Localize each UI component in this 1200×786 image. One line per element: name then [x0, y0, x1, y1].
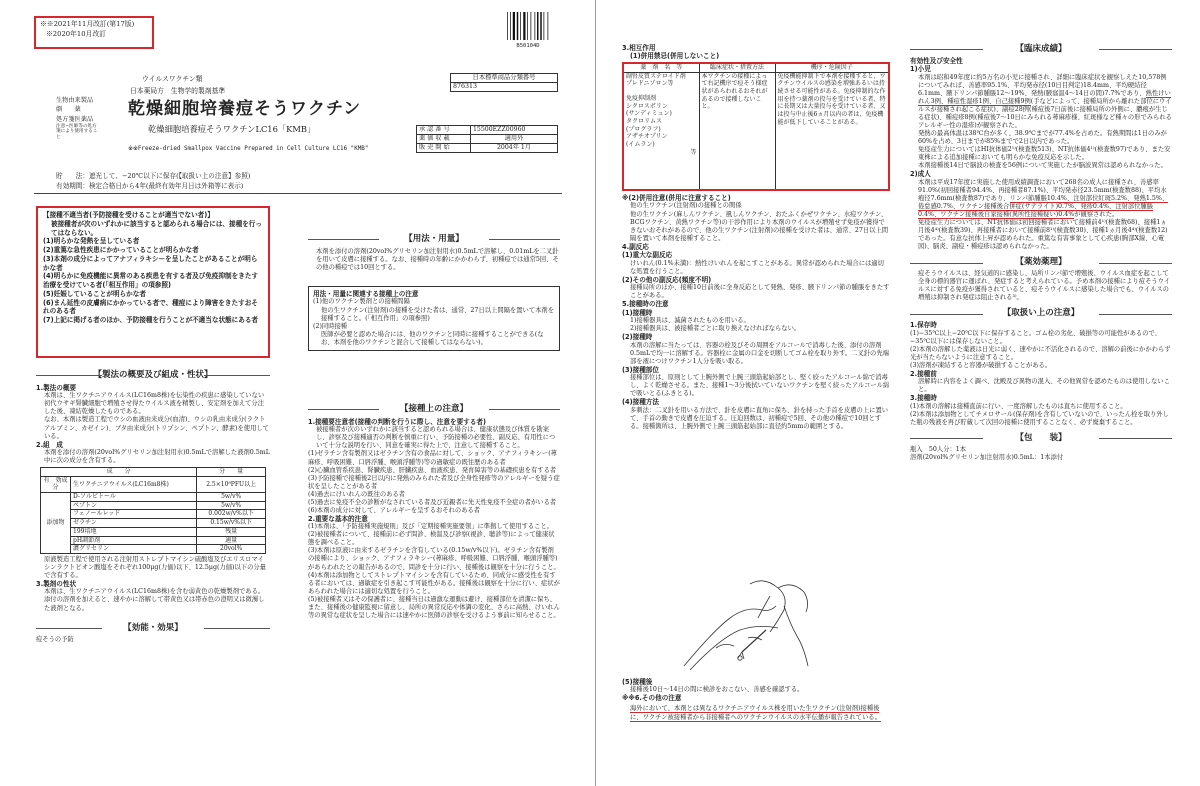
prec-item: (4)本剤は添加物としてストレプトマイシンを含有しているため、同成分に感受性を有する者においては、過敏症を引き起こす可能性がある。接種後は観察を十分に行い、症状があらわれた場合には適切な処置を行うこと。: [308, 571, 560, 595]
clinical-section: [910, 44, 1172, 462]
label-potent: 劇 薬: [56, 106, 81, 114]
precautions-title: 【接種上の注意】: [308, 404, 560, 415]
dosage-note-3: 医師が必要と認めた場合には、他のワクチンと同時に接種することができる(なお、本剤を他のワクチンと混合して接種してはならない)。: [321, 330, 544, 346]
dosage-note-1: 他の生ワクチン(注射剤)の接種を受けた者は、通常、27日以上間隔を置いて本剤を接種すること。(「相互作用」の項参照): [321, 306, 555, 322]
contra-line-5: (5)妊娠していることが明らかな者: [43, 289, 146, 298]
drug-name: タクロリムス: [626, 117, 663, 125]
contra-title: 【接種不適当者(予防接種を受けることが適当でない者)】: [43, 211, 214, 219]
barcode-bar: [513, 12, 515, 40]
inter-mechanism-cell: 免疫機能抑制下で本剤を接種すると、ワクチンウイルスの感染を増強あるいは持続させる可能性がある。免疫抑制的な作用を持つ薬剤の投与を受けている者、特に長期又は大量投与を受けている者、又は投与中止後6ヵ月以内の者は、免疫機能が低下していることがある。: [775, 72, 889, 190]
tbl-row-amount: 0.15w/v%以下: [197, 519, 266, 528]
dosage-note-title: 用法・用量に関連する接種上の注意: [313, 290, 419, 299]
clinical-highlight-1: 熱性けいれん3例、種痘性湿疹1例、自己接種9例: [918, 89, 1171, 105]
adverse-text-1: けいれん(0.1%未満)：熱性けいれんを起こすことがある。異常が認められた場合には適切な処置を行うこと。: [630, 259, 884, 275]
comp-text-4: 原液製造工程で使用される注射用ストレプトマイシン硫酸塩及びエリスロマイシンラクトビオン酸塩をそれぞれ100μg(力価)以下、12.5μg(力価)以下の分量で含有する。: [44, 555, 266, 579]
tbl-active-name: 生ワクチニアウイルス(LC16m8株): [71, 476, 197, 492]
package-line-2: 溶剤(20vol%グリセリン加注射用水)0.5mL：1本添付: [910, 453, 1064, 461]
composition-title: 【製法の概要及び組成・性状】: [36, 370, 270, 381]
dosage-note-box: [308, 286, 560, 351]
package-line-1: 瓶入 50人分：1本: [910, 445, 967, 453]
tbl-head-component: 成 分: [41, 468, 197, 477]
tbl-row-amount: 残量: [197, 527, 266, 536]
prec-item: (3)予防接種で接種後2日以内に発熱のみられた者及び全身性発疹等のアレルギーを疑う症状を呈したことがある者: [308, 474, 560, 490]
barcode-bar: [548, 12, 549, 40]
price-label: 薬 価 収 載: [417, 134, 471, 143]
right-page: [598, 0, 1200, 786]
arm-needle-drawing: [666, 566, 816, 670]
barcode-bar: [535, 12, 536, 40]
comp-text-5: 本剤は、生ワクチニアウイルス(LC16m8株)を含む弱黄色の乾燥製剤である。添付の溶剤を加えると、速やかに溶解して帯黄色又は帯赤色の澄明又は微濁した液剤となる。: [44, 588, 265, 612]
tbl-row-amount: 5w/v%: [197, 493, 266, 502]
clinical-text-1e: 免疫産生力についてはHI抗体価2¹⁾(検査数513)、NT抗体価4¹⁾(検査数97)であり、また安東株による追加接種においても明らかな免疫反応を示した。: [918, 146, 1171, 162]
injection-heading: 5.接種時の注意: [622, 300, 669, 309]
clinical-heading: 有効性及び安全性: [910, 56, 963, 65]
handling-item: (1)本剤の溶解は接種直前に行い、一度溶解したものは直ちに使用すること。: [910, 402, 1127, 410]
contra-line-0: 被接種者が次のいずれかに該当すると認められる場合には、接種を行ってはならない。: [51, 219, 262, 237]
comp-heading-1: 1.製法の概要: [36, 383, 77, 392]
adverse-heading: 4.副反応: [622, 242, 649, 251]
inter-symptom-cell: 本ワクチンの接種によって右記機序で痘そう様症状があらわれるおそれがあるので接種しないこと。: [699, 72, 775, 190]
inter-text-2: 他の生ワクチン(注射剤)の接種との関係: [630, 202, 742, 210]
drug-name: 免疫抑制剤: [626, 94, 657, 102]
other-text: 海外において、本剤とは異なるワクチニアウイルス株を用いた生ワクチン(注射剤)接種後に、ワクチン被接種者から非接種者へのワクチンウイルスの水平伝播が報告されている。: [630, 704, 881, 722]
barcode-bar: [544, 12, 545, 40]
tbl-row-name: 199培地: [71, 527, 197, 536]
tbl-row-name: 濃グリセリン: [71, 545, 197, 554]
inter-col-mechanism: 機序・危険因子: [775, 63, 889, 72]
drug-spacer: [626, 88, 697, 95]
clinical-highlight-2: リンパ節腫脹10.4%、注射部位紅斑5.2%、発熱1.5%、倦怠感0.7%、ワクチン接種後合併症(サテライト)0.7%、発疹0.4%、注射部位腫脹0.4%、ワクチン接種後自家接種(異所性接種疑い)0.4%: [918, 194, 1169, 218]
barcode-bar: [527, 12, 528, 40]
drug-name: 等: [690, 148, 697, 156]
tbl-row-name: pH調節剤: [71, 536, 197, 545]
price-value: 適用外: [470, 134, 557, 143]
injection-text-3: 接種部位は、原則として上腕外側で上腕三頭筋起始部とし、堅く絞ったアルコール綿で消毒し、よく乾燥させる。また、接種1〜3分後拭いていないワクチンを堅く絞ったアルコール綿で吸いとる(ふきとる)。: [630, 374, 890, 398]
prec-item: (1)ゼラチン含有製剤又はゼラチン含有の食品に対して、ショック、アナフィラキシー(蕁麻疹、呼吸困難、口唇浮腫、喉頭浮腫等)等の過敏症の既往歴のある者: [308, 450, 557, 466]
prec-heading-1: 1.接種要注意者(接種の判断を行うに際し、注意を要する者): [308, 417, 486, 426]
clinical-text-2a: 本剤は平成17年度に実施した使用成績調査において268名の成人に接種され、善感率91.0%(初回接種者94.4%、再接種者87.1%)、平均発赤径23.5mm(検査数88)、平均水疱径7.6mm(検査数87)であり、: [918, 178, 1167, 202]
tbl-active-amount: 2.5×10⁸PFU以上: [197, 476, 266, 492]
barcode-bar: [510, 12, 511, 40]
revision-line-1: ※※2021年11月改訂(第17版): [40, 20, 135, 28]
drug-name: プレドニゾロン等: [626, 80, 674, 88]
prec-item: (2)心臓血管系疾患、腎臓疾患、肝臓疾患、血液疾患、発育障害等の基礎疾患を有する者: [308, 466, 557, 474]
injection-text-5: 接種後10日〜14日の間に検診をおこない、善感を確認する。: [630, 686, 804, 694]
barcode-bar: [540, 12, 542, 40]
barcode-bar: [517, 12, 519, 40]
injection-text-4: 多刺法：二叉針を用いる方法で、針を皮膚に直角に保ち、針を持った手首を皮膚の上に置いて、手首の動きで皮膚を圧迫する。圧迫回数は、初種痘で5回、その他の種痘で10回とする。接種箇所は、上腕外側で上腕三頭筋起始部に直径約5mmの範囲とする。: [630, 406, 889, 430]
contra-line-2: (2)重篤な急性疾患にかかっていることが明らかな者: [43, 246, 199, 255]
injection-text-2: 本剤の溶解に当たっては、容器の栓及びその周囲をアルコールで消毒した後、添付の溶剤0.5mLで均一に溶解する。容器栓に金属の口金を切断してゴム栓を取り外す。二叉針の先端部を液につけワクチン1人分を吸い取る。: [630, 341, 889, 365]
comp-text-1: 本剤は、生ワクチニアウイルス(LC16m8株)を伝染性の疾患に感染していない初代ウサギ腎臓細胞で増殖させ得たウイルス液を精製し、安定剤を加えて分注した後、凍結乾燥したものである。: [44, 392, 265, 416]
adverse-text-2: 接種局所のほか、接種10日前後に全身反応として発熱、発疹、腋下リンパ節の腫脹をきたすことがある。: [630, 284, 890, 300]
contra-line-4: (4)明らかに免疫機能に異常のある疾患を有する者及び免疫抑制をきたす治療を受けている者(「相互作用」の項参照): [43, 272, 259, 290]
header-divider: [34, 193, 562, 194]
after-section: [622, 678, 890, 723]
tbl-row-name: ペプトン: [71, 501, 197, 510]
label-biological: 生物由来製品: [56, 97, 94, 104]
jsic-label: 日本標準商品分類番号: [451, 74, 558, 83]
tbl-row-amount: 5w/v%: [197, 501, 266, 510]
storage: 貯 法：遮光して、−20℃以下に保存(【取扱い上の注意】参照): [56, 172, 251, 180]
page-title: 乾燥細胞培養痘そうワクチン: [128, 99, 362, 119]
injection-heading-5: (5)接種後: [622, 678, 653, 686]
injection-text-1a: 1)接種器具は、滅菌されたものを用いる。: [630, 317, 750, 325]
inter-heading-1: (1)併用禁忌(併用しないこと): [630, 52, 720, 61]
injection-heading-1: (1)接種時: [622, 308, 653, 317]
other-note: [622, 704, 890, 723]
drug-name: (イムラン): [626, 140, 655, 148]
clinical-text-2d: 免疫産生力については、NT抗体価は初回接種者において接種前4¹⁾(検査数68)、接種1ヵ月後4⁴⁾(検査数39)、再接種者において接種前8¹⁾(検査数30)、接種1ヵ月後4⁴⁾(検査数12)であった。有意な抗体上昇が認められた。重篤な有害事象として心疾患(胸部X線、心電図)、脳炎、副痘・種痘疹は認められなかった。: [918, 218, 1168, 251]
label-prescription-note: 注意−医師等の処方箋により使用すること: [56, 123, 98, 140]
english-title: ※※Freeze-dried Smallpox Vaccine Prepared in Cell Culture LC16 "KMB": [128, 146, 369, 152]
drug-name: アザチオプリン: [626, 133, 668, 141]
handling-title: 【取扱い上の注意】: [910, 308, 1172, 319]
tbl-active-label: 有 効成 分: [41, 476, 71, 492]
comp-heading-2: 2.組 成: [36, 440, 63, 449]
efficacy-text: 痘そうの予防: [36, 636, 74, 644]
prec-item: (5)被接種者又はその保護者に、接種当日は過激な運動は避け、接種部位を清潔に保ち、また、接種後の健康監視に留意し、局所の異常反応や体調の変化、さらに高熱、けいれん等の異常な症状を呈した場合には速やかに医師の診察を受けるよう事前に知らせること。: [308, 595, 560, 619]
tbl-row-name: ゼラチン: [71, 519, 197, 528]
tbl-row-amount: 20vol%: [197, 545, 266, 554]
barcode-number: B50104D: [516, 43, 540, 50]
tbl-row-name: フェノールレッド: [71, 510, 197, 519]
drug-name: 副腎皮質ステロイド剤: [626, 72, 686, 80]
barcode-bar: [507, 12, 508, 40]
tbl-row-name: D-ソルビトール: [71, 493, 197, 502]
tbl-row-amount: 適量: [197, 536, 266, 545]
composition-table: [40, 467, 266, 554]
drug-name: (プログラフ): [626, 125, 661, 133]
package-title: 【包 装】: [910, 433, 1172, 444]
prec-item: (1)本剤は、「予防接種実施規則」及び「定期接種実施要領」に準拠して使用すること。: [308, 523, 554, 531]
category: ウイルスワクチン類: [142, 75, 203, 83]
contraindication-box: [36, 206, 270, 358]
prec-item: (2)被接種者について、接種前に必ず問診、検温及び診察(視診、聴診等)によって健康状態を調べること。: [308, 531, 555, 547]
handling-item: (3)溶剤が凍結すると容器が破損することがある。: [910, 361, 1052, 369]
dosage-note-2: (2)同時接種: [313, 322, 348, 330]
other-heading: ※※6.その他の注意: [622, 694, 682, 703]
expiry: 有効期間：検定合格日から4年(最終有効年月日は外箱等に表示): [56, 182, 244, 190]
drug-name: (サンディミュン): [626, 110, 672, 118]
inter-col-drug: 薬 剤 名 等: [623, 63, 699, 72]
barcode: [506, 12, 550, 50]
standard: 日本薬局方 生物学的製剤基準: [130, 87, 226, 95]
clinical-title: 【臨床成績】: [910, 44, 1172, 55]
comp-text-2: なお、本剤は製造工程でウシの血液由来成分(血清)、ウシの乳由来成分(ラクトアルブミン、カゼイン)、ブタ由来成分(トリプシン、ペプトン、酵素)を使用している。: [44, 416, 269, 440]
handling-item: (2)本剤の溶解した薬液は日光に弱く、速やかに不活化されるので、溶解の前後にかかわらず光が当たらないように注意すること。: [910, 345, 1171, 361]
label-prescription: 処方箋医薬品: [56, 115, 94, 123]
prec-heading-2: 2.重要な基本的注意: [308, 514, 368, 523]
jsic-number: 876313: [451, 83, 558, 92]
inter-text-3: 他の生ワクチン(麻しんワクチン、風しんワクチン、おたふくかぜワクチン、水痘ワクチン、BCGワクチン、黄熱ワクチン等)の干渉作用により本剤のウイルスが増殖せず免疫が獲得できないおそれがあるので、他の生ワクチン(注射剤)の接種を受けた者は、通常、27日以上間隔を置いて本剤を接種すること。: [630, 210, 889, 242]
revision-line-2: ※2020年10月改訂: [46, 29, 106, 38]
tbl-head-amount: 分 量: [197, 468, 266, 477]
approval-value: 15500EZZ00960: [470, 126, 557, 135]
clinical-text-2c: が観察された。: [1074, 210, 1119, 218]
injection-heading-2: (2)接種時: [622, 333, 653, 342]
clinical-heading-1: 1)小児: [910, 65, 931, 74]
interactions-section: [622, 44, 890, 431]
clinical-text-1d: 発熱の最高体温は38℃台が多く、38.9℃までが77.4%を占めた。有熱期間は1日のみが60%を占め、3日までが85%までで2日以内であった。: [918, 130, 1167, 146]
subtitle: 乾燥細胞培養痘そうワクチンLC16「KMB」: [148, 124, 316, 134]
precautions-section: [308, 404, 560, 620]
handling-heading-3: 3.接種時: [910, 394, 937, 403]
dosage-section: [308, 234, 560, 351]
barcode-bar: [531, 12, 532, 40]
comp-heading-3: 3.製剤の性状: [36, 579, 77, 588]
inter-heading-2: ※(2)併用注意(併用に注意すること): [622, 194, 731, 203]
adverse-heading-1: (1)重大な副反応: [622, 251, 673, 260]
contra-line-3: (3)本剤の成分によってアナフィラキシーを呈したことがあることが明らかな者: [43, 254, 258, 272]
barcode-bar: [520, 12, 521, 40]
class-labels: [56, 96, 100, 140]
inter-heading: 3.相互作用: [622, 44, 656, 52]
handling-heading-2: 2.接種前: [910, 369, 937, 378]
contra-line-6: (6)まん延性の皮膚病にかかっている者で、種痘により障害をきたすおそれのある者: [43, 298, 258, 316]
interaction-table: [622, 62, 890, 191]
prec-item: (4)過去にけいれんの既往のある者: [308, 490, 406, 498]
jsic-table: [450, 73, 558, 92]
barcode-image: [506, 12, 550, 40]
contra-line-1: (1)明らかな発熱を呈している者: [43, 237, 140, 246]
clinical-paragraph-1: [910, 74, 1172, 130]
contra-line-7: (7)上記に掲げる者のほか、予防接種を行うことが不適当な状態にある者: [43, 316, 259, 325]
prec-item: (5)過去に免疫不全の診断がなされている者及び近親者に先天性免疫不全症の者がいる者: [308, 498, 557, 506]
efficacy-title: 【効能・効果】: [36, 623, 270, 634]
dosage-title: 【用法・用量】: [308, 234, 560, 245]
handling-item: (2)本剤は添加物としてチメロサール(保存剤)を含有していないので、いったん栓を取り外した瓶の残液を再び貯蔵して次回の接種に使用することなく、必ず廃棄すること。: [910, 410, 1169, 426]
composition-section: [36, 370, 270, 644]
inter-drug-cell: [623, 72, 699, 190]
clinical-heading-2: 2)成人: [910, 170, 931, 179]
prec-text-1: 被接種者が次のいずれかに該当すると認められる場合は、健康状態及び体質を勘案し、診察及び接種適否の判断を慎重に行い、予防接種の必要性、副反応、有用性について十分な説明を行い、同意を確実に得た上で、注意して接種すること。: [316, 426, 556, 450]
approval-label: 承 認 番 号: [417, 126, 471, 135]
launch-value: 2004年 1月: [470, 143, 557, 152]
injection-text-1b: 2)接種器具は、被接種者ごとに取り換えなければならない。: [630, 325, 801, 333]
barcode-bar: [523, 12, 525, 40]
launch-label: 販 売 開 始: [417, 143, 471, 152]
pharmacology-title: 【薬効薬理】: [910, 257, 1172, 268]
injection-heading-4: (4)接種方法: [622, 398, 659, 407]
clinical-paragraph-2: [910, 179, 1172, 219]
adverse-heading-2: (2)その他の副反応(頻度不明): [622, 275, 712, 284]
dosage-text: 本剤を添付の溶剤(20vol%グリセリン加注射用水)0.5mLで溶解し、0.01mLを二叉針を用いて皮膚に接種する。なお、接種時の年齢にかかわらず、初種痘では通常5回、その他の種痘では10回とする。: [316, 247, 559, 271]
clinical-text-1f: 本剤接種後14日で脳波の検査を56例について実施したが脳波異常は認められなかった。: [918, 162, 1167, 170]
barcode-bar: [537, 12, 539, 40]
approval-table: [416, 125, 558, 153]
handling-item: (1)−35℃以上−20℃以下に保存すること。ゴム栓の劣化、破損等の可能性があるので、−35℃以下には保存しないこと。: [910, 329, 1161, 345]
pharmacology-text: 痘そうウイルスは、経気道的に感染し、局所リンパ節で増殖後、ウイルス血症を起こして全身の標的器官に運ばれ、発症すると考えられている。予め本剤の接種により痘そうウイルスに対する免疫が獲得されていると、痘そうウイルスに感染した場合でも、ウイルスの増殖は抑制され発症は阻止される³⁾。: [918, 270, 1171, 302]
clinical-text-1a: 本剤は昭和49年度に約5万名の小児に接種され、詳細に臨床症状を観察しえた10,578例についてみれば、善感率95.1%、平均発赤径(10日目判定)18.4mm、平均硬結径6.1mm、腋下リンパ節腫脹12〜19%、発熱(腋窩温4〜14日の間)7.7%であり、: [918, 73, 1167, 97]
handling-text-2: 溶解時に内容をよく調べ、沈殿及び異物の混入、その他異常を認めたものは使用しないこと。: [918, 378, 1170, 394]
injection-illustration: [666, 566, 816, 670]
dosage-note-0: (1)他のワクチン製剤との接種間隔: [313, 298, 410, 306]
tbl-additive-label: 添加物: [41, 493, 71, 554]
tbl-row-amount: 0.002w/v%以下: [197, 510, 266, 519]
inter-col-symptom: 臨床症状・措置方法: [699, 63, 775, 72]
drug-name: シクロスポリン: [626, 102, 668, 110]
prec-item: (3)本剤は原液に由来するゼラチンを含有している(0.15w/v%以下)。ゼラチン含有製剤の接種により、ショック、アナフィラキシー(蕁麻疹、呼吸困難、口唇浮腫、喉頭浮腫等)があらわれたとの報告があるので、問診を十分に行い、接種後は観察を十分に行うこと。: [308, 547, 560, 571]
handling-heading-1: 1.保存時: [910, 321, 937, 330]
left-page: [0, 0, 596, 786]
clinical-text-1c: (手などによって、接種局所から離れた部位にウイルスが接種され起こる症状)、副痘28例(種痘後7日前後に接種局所の外側に、膿疱が生じる症状)、種痘疹8例(種痘後7〜10日にみられる蕁麻疹様、紅斑様など種々の形でみられるアレルギー性の湿疹)が観察された。: [918, 97, 1172, 130]
prec-item: (6)本剤の成分に対して、アレルギーを呈するおそれのある者: [308, 506, 481, 514]
revision-box: [34, 16, 154, 49]
comp-text-3: 本剤を添付の溶剤(20vol%グリセリン加注射用水)0.5mLで溶解した液剤0.5mL中に次の成分を含有する。: [44, 449, 270, 465]
injection-heading-3: (3)接種部位: [622, 365, 659, 374]
